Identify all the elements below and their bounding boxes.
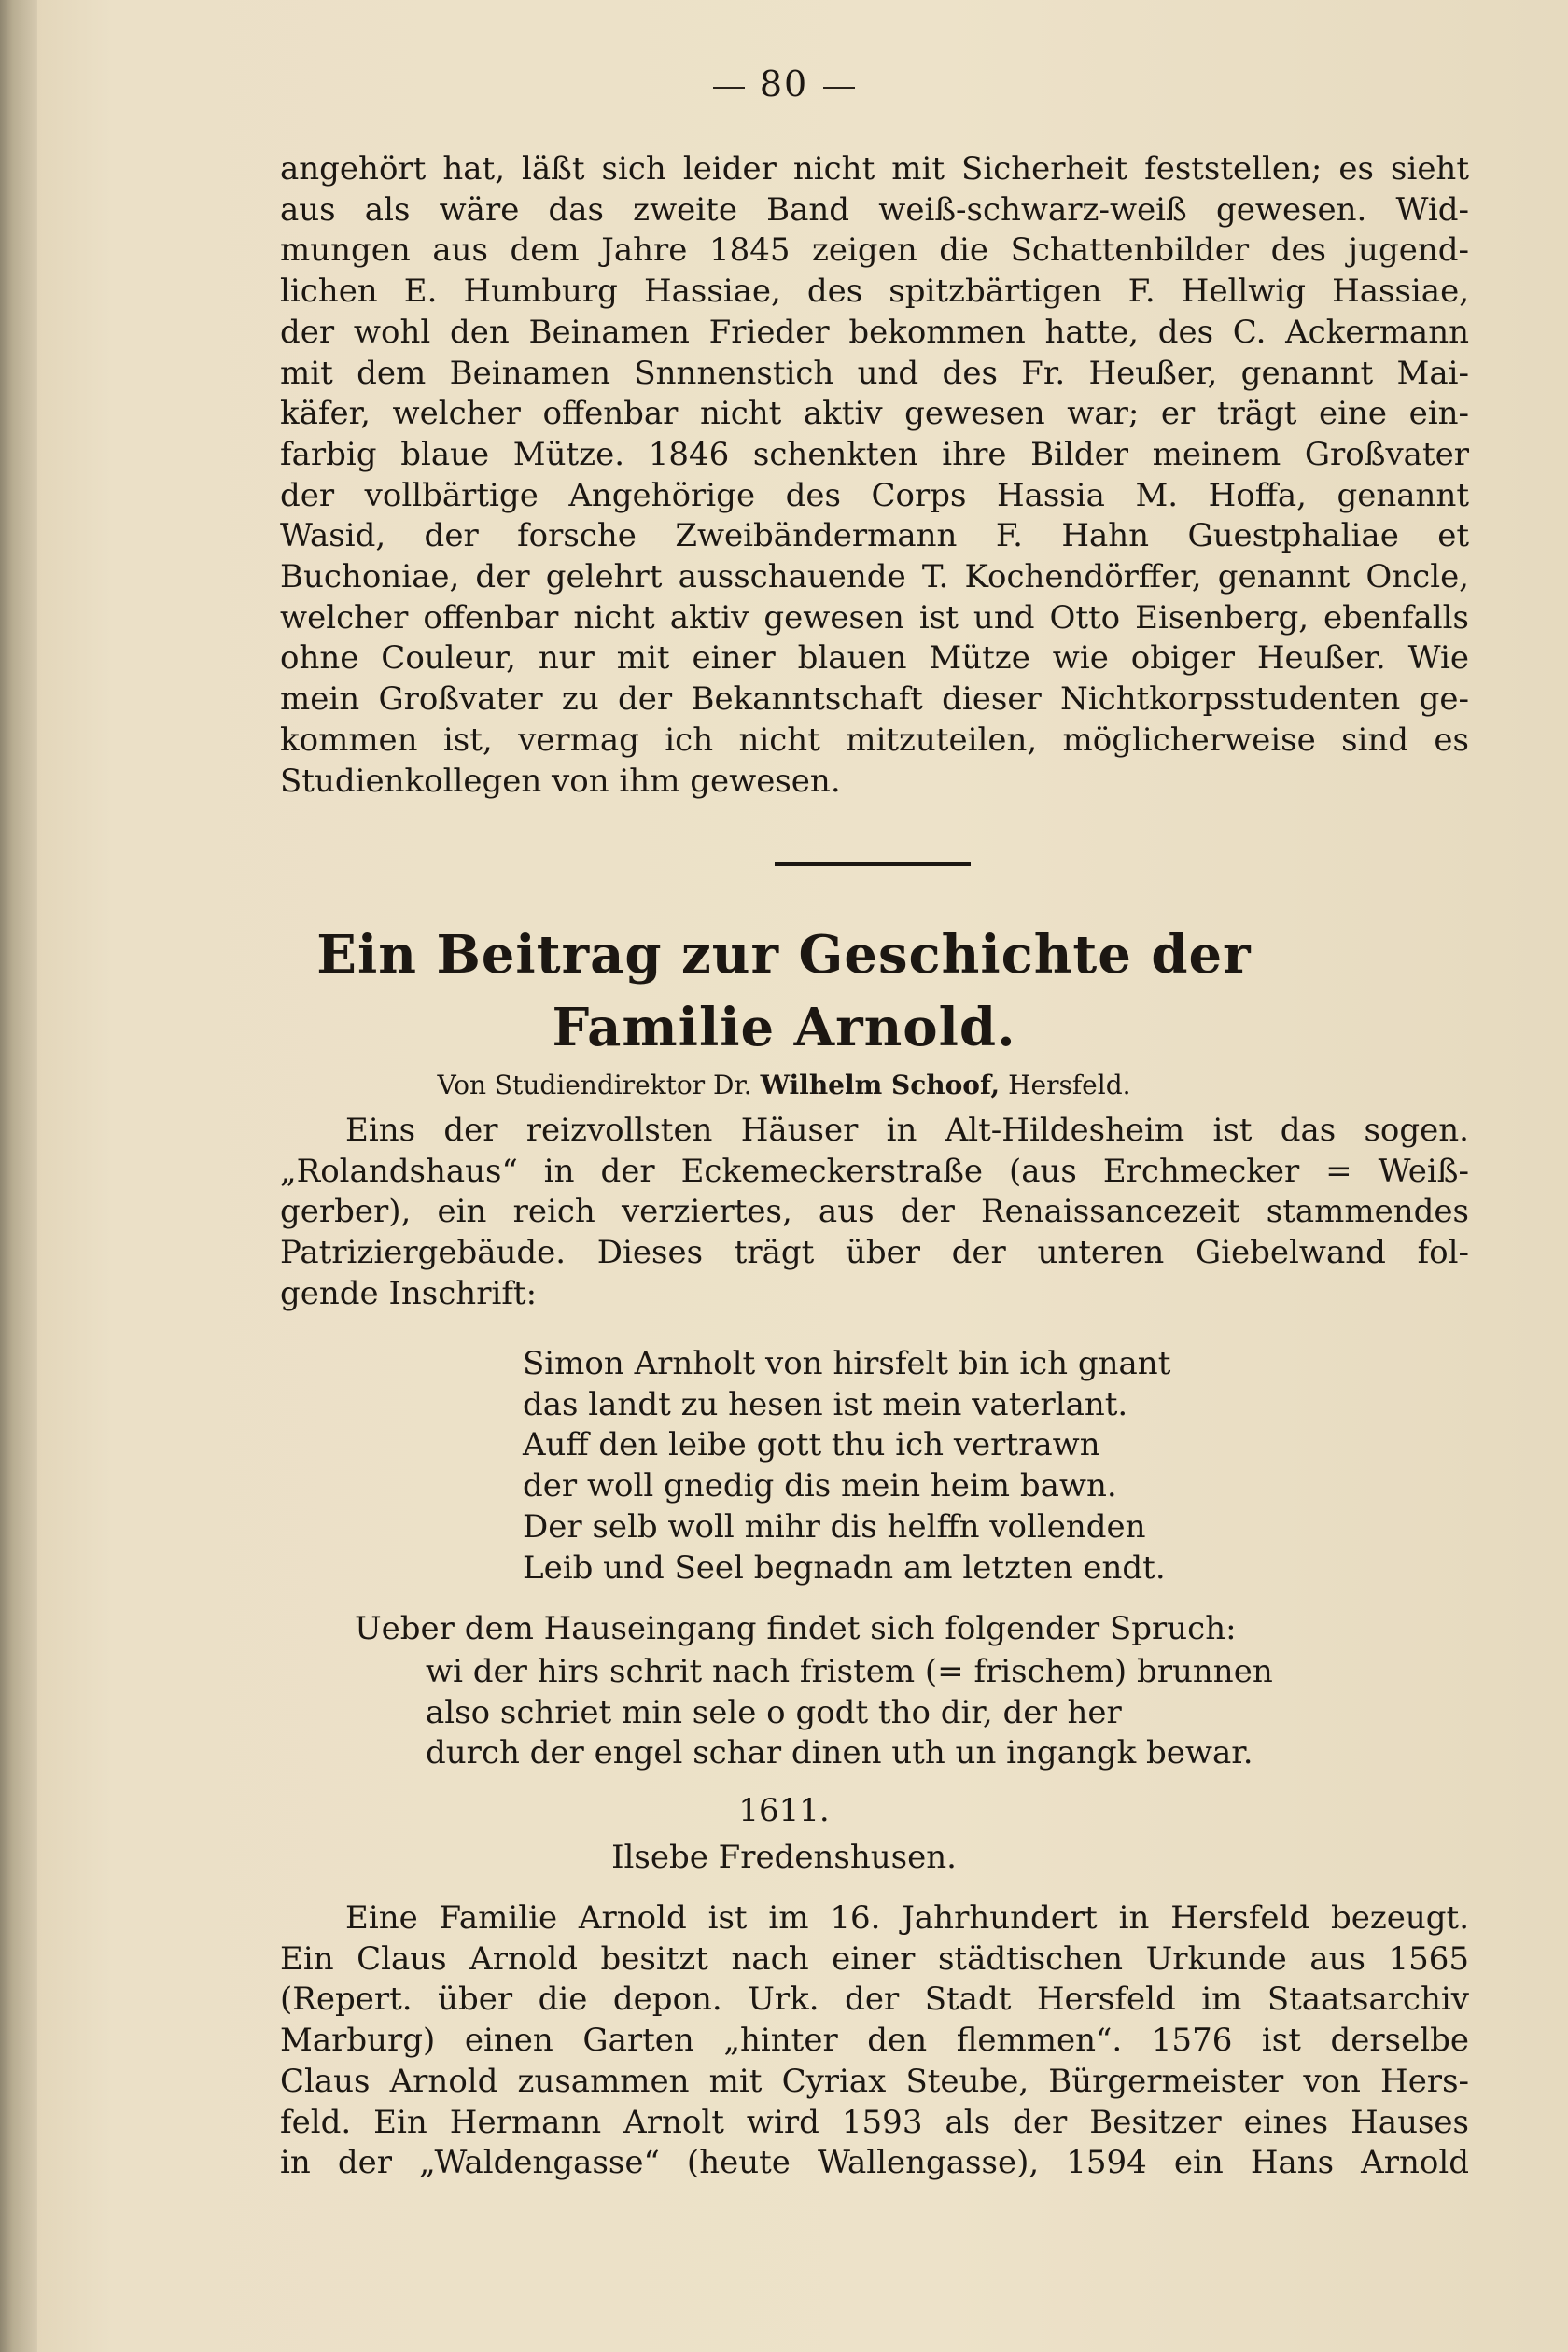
text-line: Ein Claus Arnold besitzt nach einer städtischen Urkunde aus 1565 [280, 1939, 1469, 1978]
author-prefix: Von Studiendirektor Dr. [437, 1070, 752, 1100]
author-place: Hersfeld. [1008, 1070, 1131, 1100]
text-line: aus als wäre das zweite Band weiß-schwarz-weiß gewesen. Wid- [280, 190, 1469, 229]
text-line: mit dem Beinamen Snnnenstich und des Fr. Heußer, genannt Mai- [280, 354, 1469, 392]
intro-paragraph [280, 1111, 1469, 1315]
verse-line: Der selb woll mihr dis helffn vollenden [523, 1507, 1146, 1546]
text-line: ohne Couleur, nur mit einer blauen Mütze wie obiger Heußer. Wie [280, 639, 1469, 678]
text-line: Buchoniae, der gelehrt ausschauende T. Kochendörffer, genannt Oncle, [280, 558, 1469, 596]
text-line: in der „Waldengasse“ (heute Wallengasse), 1594 ein Hans Arnold [280, 2144, 1469, 2182]
text-line: welcher offenbar nicht aktiv gewesen ist und Otto Eisenberg, ebenfalls [280, 598, 1469, 637]
book-binding-shadow [0, 0, 37, 2352]
section-divider [775, 862, 971, 866]
text-line: kommen ist, vermag ich nicht mitzuteilen, möglicherweise sind es [280, 721, 1469, 759]
page-number [0, 63, 1568, 105]
text-line: „Rolandshaus“ in der Eckemeckerstraße (aus Erchmecker = Weiß- [280, 1152, 1469, 1190]
article-title-line1: Ein Beitrag zur Geschichte der [316, 924, 1252, 986]
entrance-verse [426, 1652, 1273, 1774]
text-line: Claus Arnold zusammen mit Cyriax Steube, Bürgermeister von Hers- [280, 2062, 1469, 2100]
text-line: Eine Familie Arnold ist im 16. Jahrhundert in Hersfeld bezeugt. [345, 1899, 1469, 1937]
dash-right [823, 87, 855, 89]
inscription-signature: Ilsebe Fredenshusen. [611, 1839, 957, 1876]
inscription-verse [523, 1344, 1170, 1589]
text-line: der vollbärtige Angehörige des Corps Hassia M. Hoffa, genannt [280, 476, 1469, 514]
top-paragraph [280, 149, 1469, 802]
text-line: mein Großvater zu der Bekanntschaft dieser Nichtkorpsstudenten ge- [280, 680, 1469, 719]
text-line: (Repert. über die depon. Urk. der Stadt Hersfeld im Staatsarchiv [280, 1981, 1469, 2019]
author-byline [0, 1070, 1568, 1100]
text-line: Eins der reizvollsten Häuser in Alt-Hildesheim ist das sogen. [345, 1112, 1469, 1149]
verse-line: durch der engel schar dinen uth un ingangk bewar. [426, 1734, 1253, 1772]
entrance-intro-text: Ueber dem Hauseingang findet sich folgender Spruch: [355, 1610, 1237, 1647]
entrance-intro [355, 1609, 1237, 1650]
final-paragraph [280, 1898, 1469, 2184]
dash-left [713, 87, 745, 89]
verse-line: der woll gnedig dis mein heim bawn. [523, 1467, 1117, 1505]
text-line: der wohl den Beinamen Frieder bekommen hatte, des C. Ackermann [280, 313, 1469, 351]
text-line: Patriziergebäude. Dieses trägt über der unteren Giebelwand fol- [280, 1234, 1469, 1272]
text-line: mungen aus dem Jahre 1845 zeigen die Schattenbilder des jugend- [280, 231, 1469, 270]
article-title-line2: Familie Arnold. [552, 997, 1016, 1058]
verse-line: das landt zu hesen ist mein vaterlant. [523, 1385, 1128, 1423]
verse-line: Auff den leibe gott thu ich vertrawn [523, 1426, 1100, 1464]
verse-line: wi der hirs schrit nach fristem (= frischem) brunnen [426, 1653, 1273, 1690]
verse-line: Simon Arnholt von hirsfelt bin ich gnant [523, 1345, 1171, 1382]
text-line: feld. Ein Hermann Arnolt wird 1593 als der Besitzer eines Hauses [280, 2103, 1469, 2141]
text-line: gerber), ein reich verziertes, aus der Renaissancezeit stammendes [280, 1193, 1469, 1231]
text-line: Studienkollegen von ihm gewesen. [280, 762, 841, 800]
text-line: gende Inschrift: [280, 1274, 538, 1312]
text-line: angehört hat, läßt sich leider nicht mit Sicherheit feststellen; es sieht [280, 150, 1469, 188]
text-line: käfer, welcher offenbar nicht aktiv gewesen war; er trägt eine ein- [280, 395, 1469, 433]
page-number-text: 80 [759, 63, 809, 105]
text-line: lichen E. Humburg Hassiae, des spitzbärtigen F. Hellwig Hassiae, [280, 273, 1469, 311]
author-name: Wilhelm Schoof, [760, 1070, 1001, 1100]
text-line: Wasid, der forsche Zweibändermann F. Hahn Guestphaliae et [280, 517, 1469, 555]
text-line: Marburg) einen Garten „hinter den flemmen“. 1576 ist derselbe [280, 2022, 1469, 2060]
verse-line: also schriet min sele o godt tho dir, der her [426, 1693, 1122, 1731]
inscription-year: 1611. [738, 1792, 830, 1829]
text-line: farbig blaue Mütze. 1846 schenkten ihre Bilder meinem Großvater [280, 435, 1469, 473]
verse-line: Leib und Seel begnadn am letzten endt. [523, 1548, 1166, 1587]
